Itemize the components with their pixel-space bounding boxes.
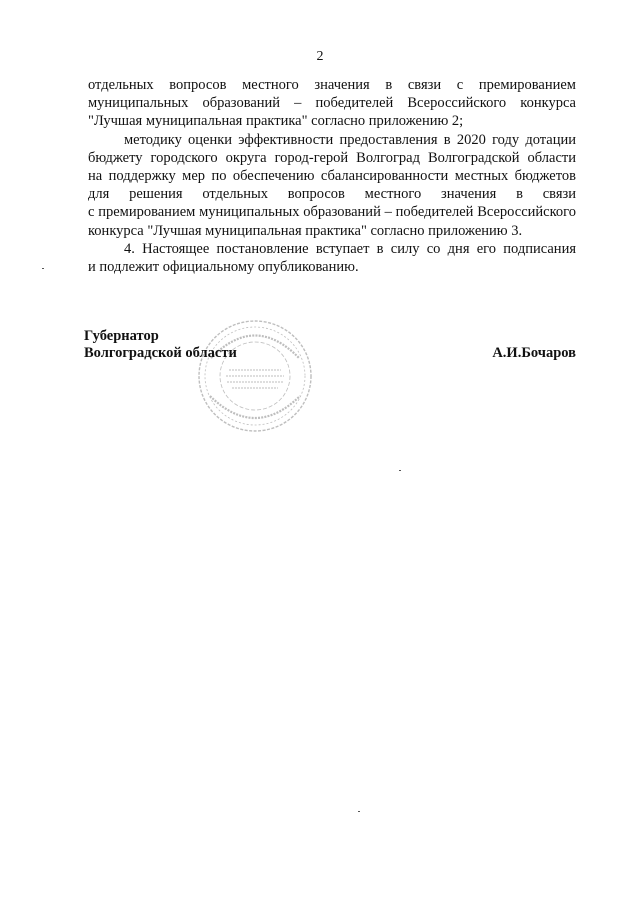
page-number: 2 <box>316 49 324 64</box>
text-line: на поддержку мер по обеспечению сбалансированности местных бюджетов <box>88 168 576 185</box>
signatory-region: Волгоградской области <box>84 345 237 361</box>
scan-speck <box>399 470 401 471</box>
text-line: 4. Настоящее постановление вступает в силу со дня его подписания <box>124 240 576 257</box>
scan-speck <box>358 811 360 812</box>
text-line: "Лучшая муниципальная практика" согласно приложению 2; <box>88 113 464 130</box>
text-line: для решения отдельных вопросов местного значения в связи <box>88 186 576 203</box>
text-line: и подлежит официальному опубликованию. <box>88 259 359 276</box>
text-line: конкурса "Лучшая муниципальная практика" согласно приложению 3. <box>88 222 523 239</box>
text-line: отдельных вопросов местного значения в связи с премированием <box>88 77 576 93</box>
text-line: с премированием муниципальных образований – победителей Всероссийского <box>88 204 576 221</box>
signatory-position: Губернатор <box>84 328 159 344</box>
text-line: муниципальных образований – победителей Всероссийского конкурса <box>88 95 576 112</box>
paragraph-1 <box>88 76 576 131</box>
signatory-name: А.И.Бочаров <box>492 345 576 361</box>
scan-speck <box>42 268 44 269</box>
text-line: бюджету городского округа город-герой Волгоград Волгоградской области <box>88 149 576 166</box>
document-body <box>88 76 576 276</box>
paragraph-2 <box>88 131 576 240</box>
text-line: методику оценки эффективности предоставления в 2020 году дотации <box>124 131 576 148</box>
signature-block <box>84 328 576 362</box>
paragraph-3 <box>88 240 576 276</box>
